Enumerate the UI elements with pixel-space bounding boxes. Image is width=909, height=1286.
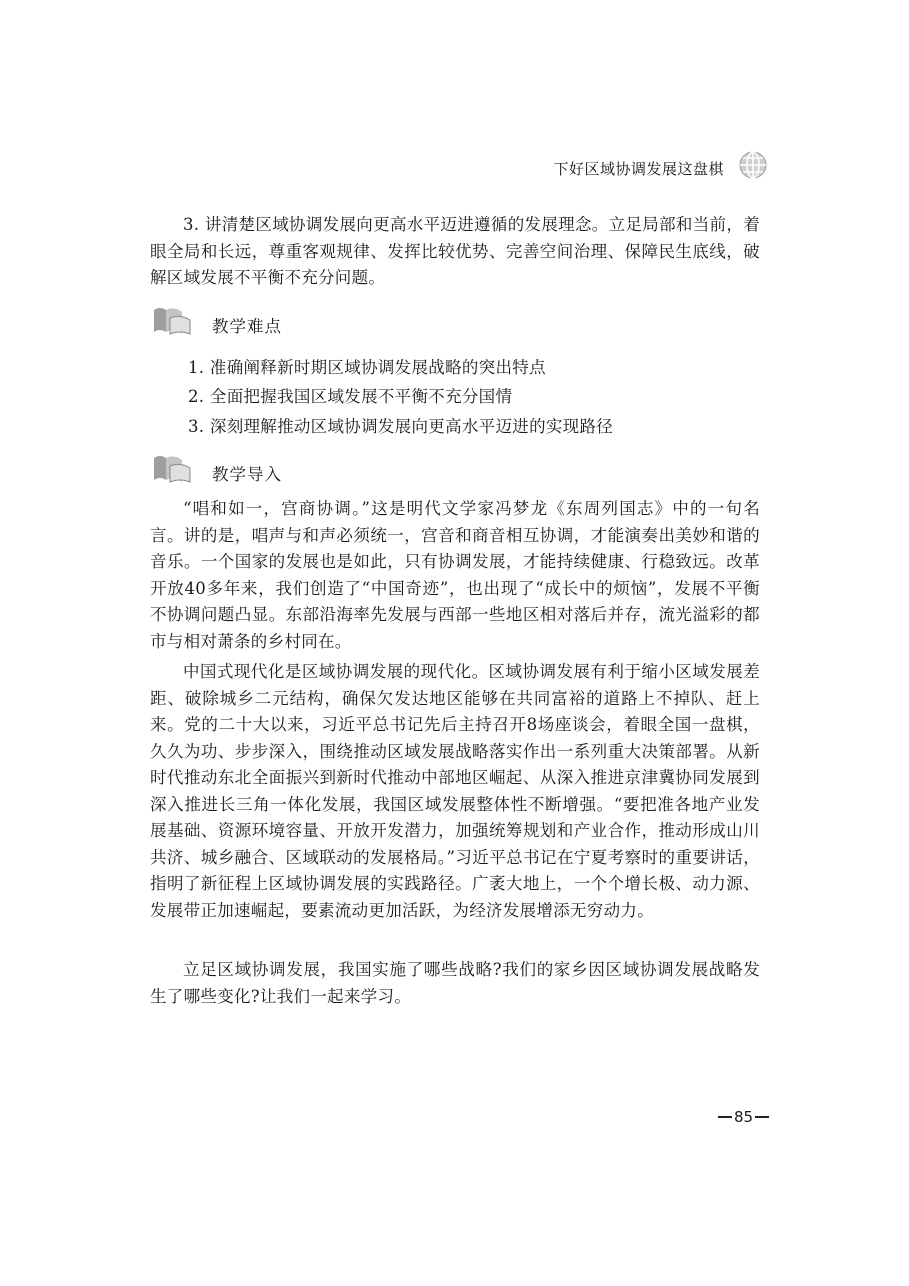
section-heading-introduction — [150, 452, 450, 492]
book-icon — [150, 304, 196, 340]
body-paragraph: “唱和如一，宫商协调。”这是明代文学家冯梦龙《东周列国志》中的一句名言。讲的是，唱声与和声必须统一，宫音和商音相互协调，才能演奏出美妙和谐的音乐。一个国家的发展也是如此，只有协调发展，才能持续健康、行稳致远。改革开放40多年来，我们创造了“中国奇迹”，也出现了“成长中的烦恼”，发展不平衡不协调问题凸显。东部沿海率先发展与西部一些地区相对落后并存，流光溢彩的都市与相对萧条的乡村同在。 — [150, 499, 760, 651]
section-title: 教学导入 — [212, 465, 282, 484]
section-heading-difficulties — [150, 304, 450, 344]
body-paragraph: 立足区域协调发展，我国实施了哪些战略?我们的家乡因区域协调发展战略发生了哪些变化?让我们一起来学习。 — [150, 960, 760, 1006]
intro-paragraph-1-block — [150, 496, 760, 655]
intro-item-block — [150, 212, 760, 292]
section-title: 教学难点 — [212, 317, 282, 336]
intro-item-text: 3. 讲清楚区域协调发展向更高水平迈进遵循的发展理念。立足局部和当前，着眼全局和长远，尊重客观规律、发挥比较优势、完善空间治理、保障民生底线，破解区域发展不平衡不充分问题。 — [150, 215, 760, 287]
header-title: 下好区域协调发展这盘棋 — [553, 160, 724, 178]
difficulty-item: 2. 全面把握我国区域发展不平衡不充分国情 — [188, 387, 513, 406]
book-icon — [150, 452, 196, 488]
running-header — [553, 150, 770, 186]
globe-icon — [738, 150, 768, 180]
difficulty-item: 1. 准确阐释新时期区域协调发展战略的突出特点 — [188, 358, 546, 377]
page-number — [718, 1108, 769, 1126]
page-number-text: 85 — [734, 1108, 754, 1126]
page-number-dash-right — [755, 1116, 769, 1118]
intro-paragraph-3-block — [150, 957, 760, 1010]
intro-paragraph-2-block — [150, 659, 760, 924]
page-number-dash-left — [718, 1116, 732, 1118]
body-paragraph: 中国式现代化是区域协调发展的现代化。区域协调发展有利于缩小区域发展差距、破除城乡二元结构，确保欠发达地区能够在共同富裕的道路上不掉队、赶上来。党的二十大以来，习近平总书记先后主持召开8场座谈会，着眼全国一盘棋，久久为功、步步深入，围绕推动区域发展战略落实作出一系列重大决策部署。从新时代推动东北全面振兴到新时代推动中部地区崛起、从深入推进京津冀协同发展到深入推进长三角一体化发展，我国区域发展整体性不断增强。“要把准各地产业发展基础、资源环境容量、开放开发潜力，加强统筹规划和产业合作，推动形成山川共济、城乡融合、区域联动的发展格局。”习近平总书记在宁夏考察时的重要讲话，指明了新征程上区域协调发展的实践路径。广袤大地上，一个个增长极、动力源、发展带正加速崛起，要素流动更加活跃，为经济发展增添无穷动力。 — [150, 662, 760, 920]
difficulty-item: 3. 深刻理解推动区域协调发展向更高水平迈进的实现路径 — [188, 417, 614, 436]
